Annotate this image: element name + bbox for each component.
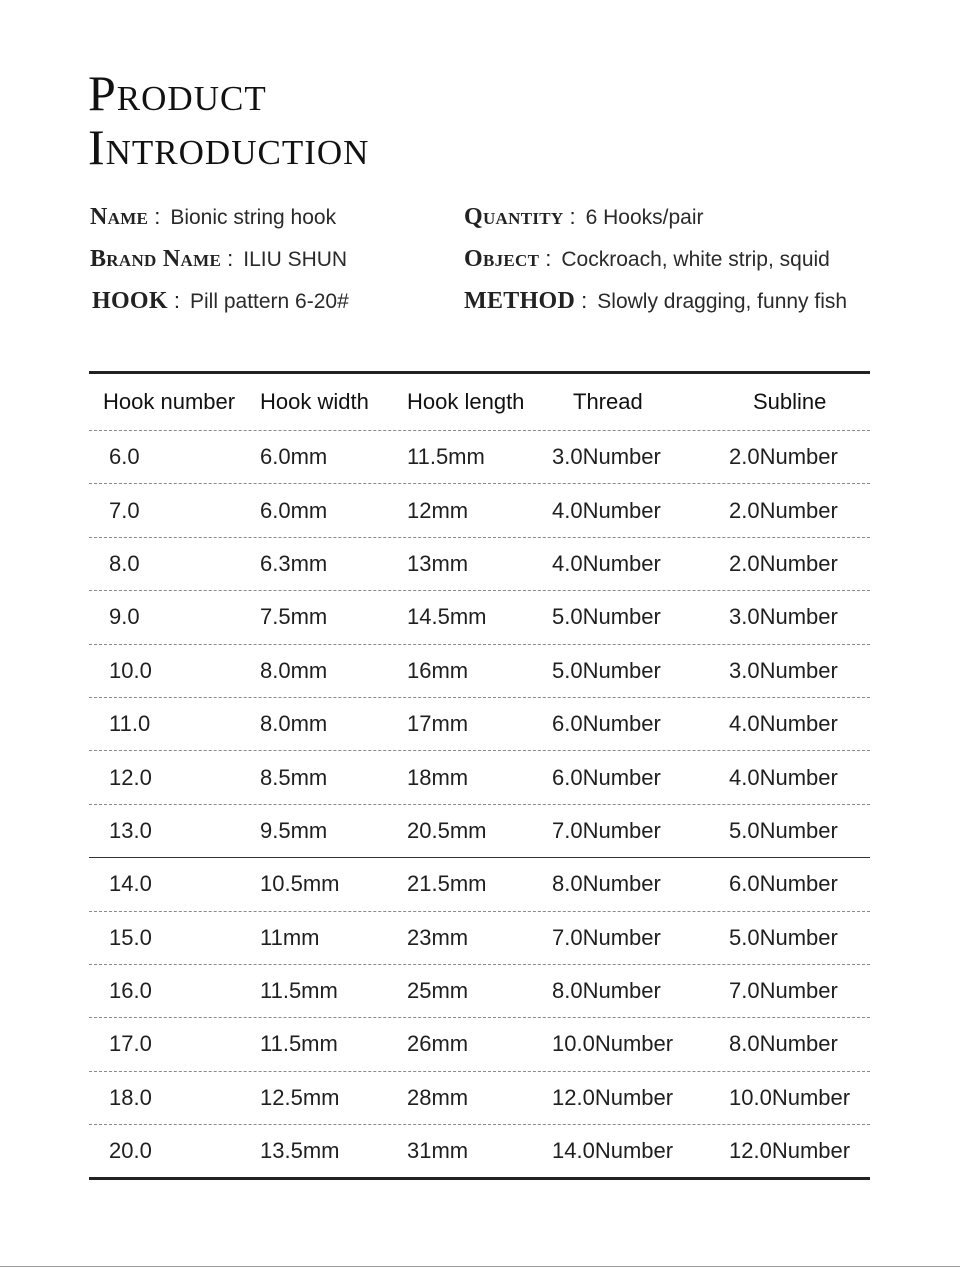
- table-row: [89, 431, 870, 484]
- hook-length-cell: 28mm: [407, 1084, 469, 1110]
- hook-number-cell: 18.0: [109, 1084, 152, 1110]
- thread-cell: 8.0Number: [552, 978, 661, 1004]
- table-row: [89, 645, 870, 698]
- spec-brand-value: ILIU SHUN: [243, 248, 348, 271]
- header-hook-number: Hook number: [103, 389, 236, 414]
- spec-object-label: Object: [464, 246, 540, 272]
- thread-cell: 10.0Number: [552, 1031, 674, 1057]
- spec-separator: :: [154, 204, 161, 229]
- hook-width-cell: 8.0mm: [260, 711, 328, 737]
- hook-length-cell: 20.5mm: [407, 817, 487, 843]
- title-line-1: Product: [88, 65, 267, 121]
- table-row: [89, 858, 870, 911]
- title-line-2: Introduction: [88, 119, 370, 175]
- spec-separator: :: [227, 246, 234, 271]
- thread-cell: 3.0Number: [552, 444, 661, 470]
- hook-length-cell: 13mm: [407, 550, 469, 576]
- subline-cell: 5.0Number: [729, 817, 838, 843]
- spec-object: [464, 246, 830, 273]
- subline-cell: 8.0Number: [729, 1031, 838, 1057]
- hook-number-cell: 15.0: [109, 924, 152, 950]
- table-header-row: [89, 374, 870, 431]
- thread-cell: 4.0Number: [552, 550, 661, 576]
- hook-number-cell: 6.0: [109, 444, 140, 470]
- hook-width-cell: 11.5mm: [260, 978, 338, 1004]
- hook-number-cell: 20.0: [109, 1138, 152, 1164]
- spec-brand: [90, 246, 347, 273]
- subline-cell: 2.0Number: [729, 550, 838, 576]
- hook-number-cell: 10.0: [109, 657, 152, 683]
- spec-name: [90, 204, 336, 231]
- thread-cell: 7.0Number: [552, 924, 661, 950]
- thread-cell: 12.0Number: [552, 1084, 674, 1110]
- spec-name-label: Name: [90, 204, 149, 230]
- subline-cell: 3.0Number: [729, 604, 838, 630]
- hook-width-cell: 11.5mm: [260, 1031, 338, 1057]
- hook-length-cell: 31mm: [407, 1138, 469, 1164]
- subline-cell: 12.0Number: [729, 1138, 851, 1164]
- hook-length-cell: 16mm: [407, 657, 469, 683]
- hook-length-cell: 18mm: [407, 764, 469, 790]
- hook-width-cell: 13.5mm: [260, 1138, 340, 1164]
- spec-quantity: [464, 204, 703, 231]
- hook-width-cell: 11mm: [260, 924, 320, 950]
- spec-hook-label: HOOK: [92, 288, 168, 314]
- header-hook-width: Hook width: [260, 389, 369, 414]
- hook-number-cell: 7.0: [109, 497, 140, 523]
- spec-separator: :: [569, 204, 576, 229]
- spec-hook: [92, 288, 349, 315]
- thread-cell: 4.0Number: [552, 497, 661, 523]
- table-row: [89, 538, 870, 591]
- subline-cell: 2.0Number: [729, 497, 838, 523]
- hook-width-cell: 7.5mm: [260, 604, 328, 630]
- spec-method: [464, 288, 847, 315]
- table-row: [89, 912, 870, 965]
- thread-cell: 8.0Number: [552, 871, 661, 897]
- table-row: [89, 1072, 870, 1125]
- hook-width-cell: 10.5mm: [260, 871, 340, 897]
- spec-separator: :: [545, 246, 552, 271]
- hook-length-cell: 12mm: [407, 497, 469, 523]
- subline-cell: 4.0Number: [729, 764, 838, 790]
- hook-number-cell: 9.0: [109, 604, 140, 630]
- bottom-divider: [0, 1266, 960, 1267]
- thread-cell: 6.0Number: [552, 711, 661, 737]
- hook-width-cell: 6.0mm: [260, 444, 328, 470]
- spec-object-value: Cockroach, white strip, squid: [561, 248, 830, 271]
- spec-hook-value: Pill pattern 6-20#: [190, 290, 349, 313]
- hook-length-cell: 17mm: [407, 711, 469, 737]
- subline-cell: 4.0Number: [729, 711, 838, 737]
- hook-number-cell: 16.0: [109, 978, 152, 1004]
- table-row: [89, 805, 870, 858]
- table-row: [89, 751, 870, 804]
- hook-length-cell: 21.5mm: [407, 871, 487, 897]
- hook-number-cell: 11.0: [109, 711, 151, 737]
- hook-width-cell: 8.5mm: [260, 764, 328, 790]
- header-hook-length: Hook length: [407, 389, 525, 414]
- spec-quantity-value: 6 Hooks/pair: [585, 206, 704, 229]
- hook-length-cell: 11.5mm: [407, 444, 485, 470]
- table-row: [89, 1125, 870, 1177]
- hook-length-cell: 26mm: [407, 1031, 469, 1057]
- header-subline: Subline: [753, 389, 827, 414]
- spec-brand-label: Brand Name: [90, 246, 222, 272]
- hook-number-cell: 17.0: [109, 1031, 152, 1057]
- table-row: [89, 591, 870, 644]
- size-table: [89, 371, 870, 1180]
- subline-cell: 5.0Number: [729, 924, 838, 950]
- page-title: [88, 66, 369, 174]
- table-row: [89, 1018, 870, 1071]
- hook-number-cell: 8.0: [109, 550, 140, 576]
- subline-cell: 6.0Number: [729, 871, 838, 897]
- thread-cell: 6.0Number: [552, 764, 661, 790]
- spec-name-value: Bionic string hook: [170, 206, 337, 229]
- hook-width-cell: 6.3mm: [260, 550, 328, 576]
- table-row: [89, 484, 870, 537]
- table-row: [89, 965, 870, 1018]
- product-specs: [90, 204, 890, 324]
- hook-number-cell: 12.0: [109, 764, 152, 790]
- hook-number-cell: 14.0: [109, 871, 152, 897]
- spec-separator: :: [173, 288, 180, 313]
- subline-cell: 7.0Number: [729, 978, 838, 1004]
- hook-width-cell: 8.0mm: [260, 657, 328, 683]
- thread-cell: 7.0Number: [552, 817, 661, 843]
- hook-number-cell: 13.0: [109, 817, 152, 843]
- subline-cell: 2.0Number: [729, 444, 838, 470]
- spec-separator: :: [581, 288, 588, 313]
- thread-cell: 5.0Number: [552, 657, 661, 683]
- hook-length-cell: 14.5mm: [407, 604, 487, 630]
- spec-method-label: METHOD: [464, 288, 576, 314]
- hook-length-cell: 23mm: [407, 924, 469, 950]
- header-thread: Thread: [573, 389, 643, 414]
- hook-width-cell: 6.0mm: [260, 497, 328, 523]
- subline-cell: 10.0Number: [729, 1084, 851, 1110]
- thread-cell: 5.0Number: [552, 604, 661, 630]
- thread-cell: 14.0Number: [552, 1138, 674, 1164]
- hook-length-cell: 25mm: [407, 978, 469, 1004]
- spec-method-value: Slowly dragging, funny fish: [597, 290, 848, 313]
- hook-width-cell: 9.5mm: [260, 817, 328, 843]
- table-row: [89, 698, 870, 751]
- subline-cell: 3.0Number: [729, 657, 838, 683]
- spec-quantity-label: Quantity: [464, 204, 564, 230]
- hook-width-cell: 12.5mm: [260, 1084, 340, 1110]
